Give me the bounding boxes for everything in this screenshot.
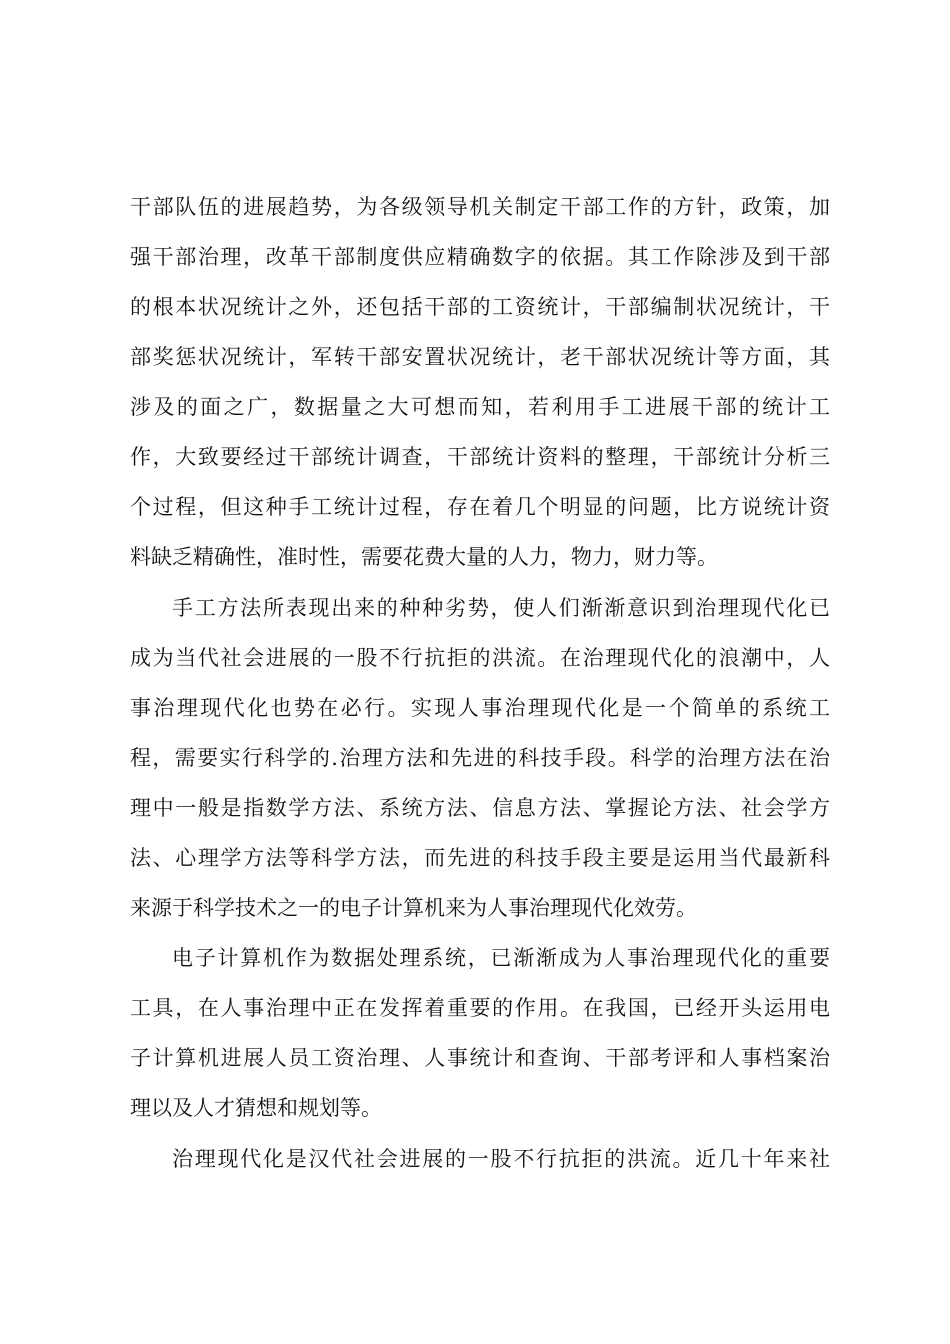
text-line: 的根本状况统计之外，还包括干部的工资统计，干部编制状况统计，干 bbox=[130, 295, 830, 319]
text-line: 成为当代社会进展的一股不行抗拒的洪流。在治理现代化的浪潮中，人 bbox=[130, 646, 830, 670]
text-line: 治理现代化是汉代社会进展的一股不行抗拒的洪流。近几十年来社 bbox=[172, 1147, 830, 1171]
text-line: 强干部治理，改革干部制度供应精确数字的依据。其工作除涉及到干部 bbox=[130, 245, 830, 269]
text-line: 理中一般是指数学方法、系统方法、信息方法、掌握论方法、社会学方 bbox=[130, 796, 830, 820]
text-line: 工具，在人事治理中正在发挥着重要的作用。在我国，已经开头运用电 bbox=[130, 996, 830, 1020]
text-line: 干部队伍的进展趋势，为各级领导机关制定干部工作的方针，政策，加 bbox=[130, 195, 830, 219]
text-line: 法、心理学方法等科学方法，而先进的科技手段主要是运用当代最新科 bbox=[130, 846, 830, 870]
text-line: 个过程，但这种手工统计过程，存在着几个明显的问题，比方说统计资 bbox=[130, 495, 830, 519]
text-line: 理以及人才猜想和规划等。 bbox=[130, 1096, 382, 1120]
text-line: 程，需要实行科学的.治理方法和先进的科技手段。科学的治理方法在治 bbox=[130, 746, 830, 770]
text-line: 电子计算机作为数据处理系统，已渐渐成为人事治理现代化的重要 bbox=[172, 946, 830, 970]
text-line: 部奖惩状况统计，军转干部安置状况统计，老干部状况统计等方面，其 bbox=[130, 345, 830, 369]
text-line: 料缺乏精确性，准时性，需要花费大量的人力，物力，财力等。 bbox=[130, 545, 718, 569]
text-line: 事治理现代化也势在必行。实现人事治理现代化是一个简单的系统工 bbox=[130, 696, 830, 720]
text-line: 涉及的面之广，数据量之大可想而知，若利用手工进展干部的统计工 bbox=[130, 395, 830, 419]
text-line: 子计算机进展人员工资治理、人事统计和查询、干部考评和人事档案治 bbox=[130, 1046, 830, 1070]
text-line: 来源于科学技术之一的电子计算机来为人事治理现代化效劳。 bbox=[130, 896, 697, 920]
text-line: 作，大致要经过干部统计调查，干部统计资料的整理，干部统计分析三 bbox=[130, 445, 830, 469]
text-line: 手工方法所表现出来的种种劣势，使人们渐渐意识到治理现代化已 bbox=[172, 596, 830, 620]
